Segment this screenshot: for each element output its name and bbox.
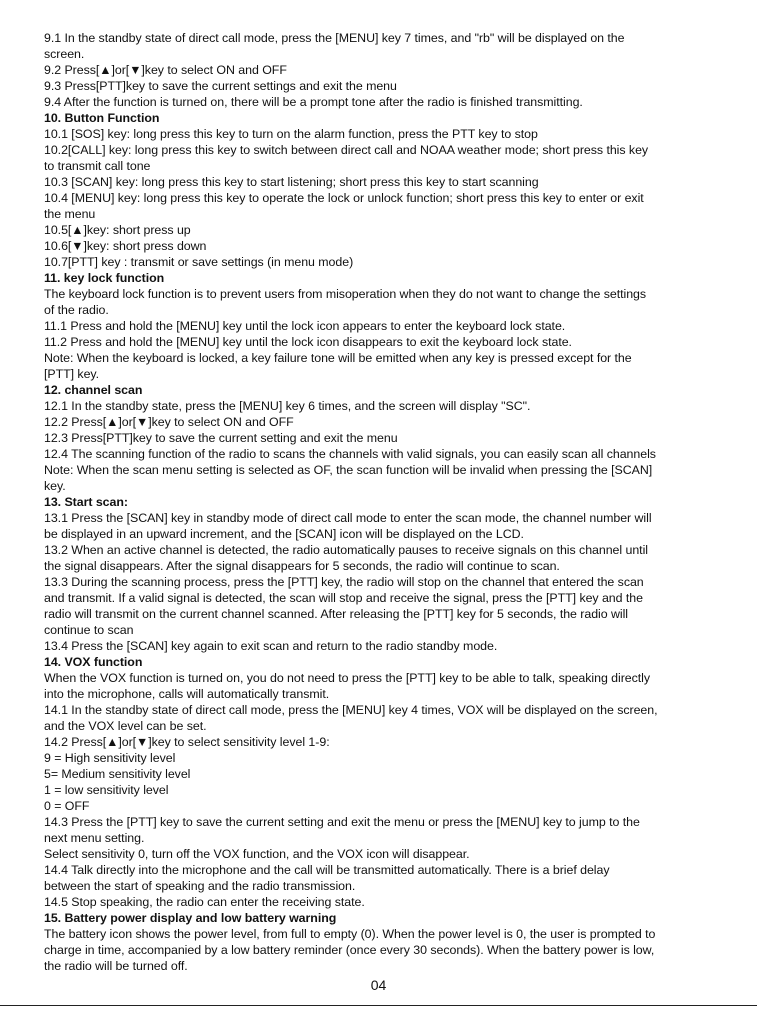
section-heading: 10. Button Function [44, 111, 160, 125]
text-line: When the VOX function is turned on, you do not need to press the [PTT] key to be able to talk, speaking directly [44, 671, 651, 685]
text-line: into the microphone, calls will automatically transmit. [44, 687, 330, 701]
text-line: be displayed in an upward increment, and the [SCAN] icon will be displayed on the LCD. [44, 527, 524, 541]
text-line: and transmit. If a valid signal is detected, the scan will stop and receive the signal, press the [PTT] key and the [44, 591, 643, 605]
bottom-divider [0, 1005, 757, 1006]
text-line: between the start of speaking and the radio transmission. [44, 879, 356, 893]
text-line: 9.2 Press[▲]or[▼]key to select ON and OFF [44, 63, 287, 77]
text-line: radio will transmit on the current channel scanned. After releasing the [PTT] key for 5 seconds, the radio will [44, 607, 628, 621]
text-line: 14.3 Press the [PTT] key to save the current setting and exit the menu or press the [MENU] key to jump to the [44, 815, 640, 829]
text-line: 14.5 Stop speaking, the radio can enter the receiving state. [44, 895, 365, 909]
text-line: Note: When the scan menu setting is selected as OF, the scan function will be invalid when pressing the [SCAN] [44, 463, 653, 477]
section-heading: 15. Battery power display and low battery warning [44, 911, 337, 925]
text-line: 10.5[▲]key: short press up [44, 223, 191, 237]
text-line: 14.2 Press[▲]or[▼]key to select sensitivity level 1-9: [44, 735, 330, 749]
page-number: 04 [370, 977, 387, 993]
text-line: 14.1 In the standby state of direct call mode, press the [MENU] key 4 times, VOX will be displayed on the screen, [44, 703, 658, 717]
text-line: 13.1 Press the [SCAN] key in standby mode of direct call mode to enter the scan mode, the channel number will [44, 511, 652, 525]
text-line: screen. [44, 47, 85, 61]
section-heading: 11. key lock function [44, 271, 165, 285]
text-line: the radio will be turned off. [44, 959, 188, 973]
text-line: the signal disappears. After the signal disappears for 5 seconds, the radio will continue to scan. [44, 559, 560, 573]
text-line: 1 = low sensitivity level [44, 783, 169, 797]
text-line: continue to scan [44, 623, 134, 637]
text-line: The battery icon shows the power level, from full to empty (0). When the power level is 0, the user is prompted to [44, 927, 656, 941]
text-line: 10.7[PTT] key : transmit or save settings (in menu mode) [44, 255, 354, 269]
text-line: 12.3 Press[PTT]key to save the current setting and exit the menu [44, 431, 398, 445]
text-line: The keyboard lock function is to prevent users from misoperation when they do not want to change the settings [44, 287, 647, 301]
text-line: 9.3 Press[PTT]key to save the current settings and exit the menu [44, 79, 397, 93]
text-line: 13.2 When an active channel is detected, the radio automatically pauses to receive signals on this channel until [44, 543, 648, 557]
text-line: 10.2[CALL] key: long press this key to switch between direct call and NOAA weather mode; short press this key [44, 143, 649, 157]
text-line: 0 = OFF [44, 799, 90, 813]
text-line: 9.1 In the standby state of direct call mode, press the [MENU] key 7 times, and "rb" will be displayed on the [44, 31, 625, 45]
text-line: and the VOX level can be set. [44, 719, 207, 733]
text-line: 9.4 After the function is turned on, there will be a prompt tone after the radio is finished transmitting. [44, 95, 583, 109]
text-line: 13.4 Press the [SCAN] key again to exit scan and return to the radio standby mode. [44, 639, 498, 653]
text-line: 9 = High sensitivity level [44, 751, 176, 765]
text-line: charge in time, accompanied by a low battery reminder (once every 30 seconds). When the battery power is low, [44, 943, 655, 957]
text-line: next menu setting. [44, 831, 145, 845]
text-line: 13.3 During the scanning process, press the [PTT] key, the radio will stop on the channel that entered the scan [44, 575, 644, 589]
text-line: to transmit call tone [44, 159, 151, 173]
text-line: the menu [44, 207, 96, 221]
text-line: 12.1 In the standby state, press the [MENU] key 6 times, and the screen will display "SC". [44, 399, 531, 413]
text-line: Note: When the keyboard is locked, a key failure tone will be emitted when any key is pressed except for the [44, 351, 632, 365]
section-heading: 14. VOX function [44, 655, 143, 669]
text-line: [PTT] key. [44, 367, 100, 381]
text-line: 10.3 [SCAN] key: long press this key to start listening; short press this key to start scanning [44, 175, 539, 189]
text-line: of the radio. [44, 303, 109, 317]
text-line: 10.6[▼]key: short press down [44, 239, 207, 253]
text-line: 14.4 Talk directly into the microphone and the call will be transmitted automatically. There is a brief delay [44, 863, 610, 877]
manual-page-body [44, 30, 716, 974]
section-heading: 12. channel scan [44, 383, 143, 397]
section-heading: 13. Start scan: [44, 495, 128, 509]
text-line: 11.1 Press and hold the [MENU] key until the lock icon appears to enter the keyboard lock state. [44, 319, 566, 333]
text-line: 11.2 Press and hold the [MENU] key until the lock icon disappears to exit the keyboard lock state. [44, 335, 572, 349]
text-line: 10.4 [MENU] key: long press this key to operate the lock or unlock function; short press this key to enter or exit [44, 191, 644, 205]
text-line: 12.2 Press[▲]or[▼]key to select ON and OFF [44, 415, 294, 429]
text-line: 5= Medium sensitivity level [44, 767, 191, 781]
text-line: key. [44, 479, 66, 493]
text-line: 10.1 [SOS] key: long press this key to turn on the alarm function, press the PTT key to stop [44, 127, 538, 141]
text-line: Select sensitivity 0, turn off the VOX function, and the VOX icon will disappear. [44, 847, 470, 861]
text-line: 12.4 The scanning function of the radio to scans the channels with valid signals, you can easily scan all channels [44, 447, 656, 461]
